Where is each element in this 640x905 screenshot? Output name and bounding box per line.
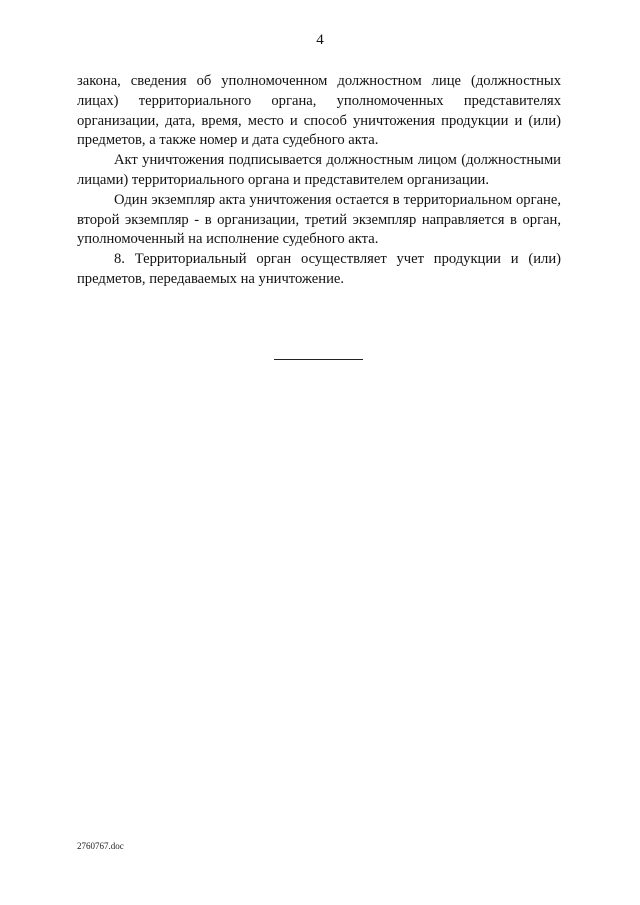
paragraph-continuation: закона, сведения об уполномоченном должностном лице (должностных лицах) территориального органа, уполномоченных представителях организации, дата, время, место и способ уничтожения продукции и (или) предметов, а также номер и дата судебного акта.	[77, 73, 561, 149]
page-number: 4	[316, 32, 324, 48]
footer-filename: 2760767.doc	[77, 841, 124, 851]
paragraph-act-copies: Один экземпляр акта уничтожения остается в территориальном органе, второй экземпляр - в организации, третий экземпляр направляется в орган, уполномоченный на исполнение судебного акта.	[77, 191, 561, 248]
paragraph-act-signing: Акт уничтожения подписывается должностным лицом (должностными лицами) территориального органа и представителем организации.	[77, 152, 561, 188]
end-separator-line	[274, 359, 363, 360]
paragraph-item-8: 8. Территориальный орган осуществляет учет продукции и (или) предметов, передаваемых на уничтожение.	[77, 251, 561, 287]
document-body	[77, 72, 561, 290]
